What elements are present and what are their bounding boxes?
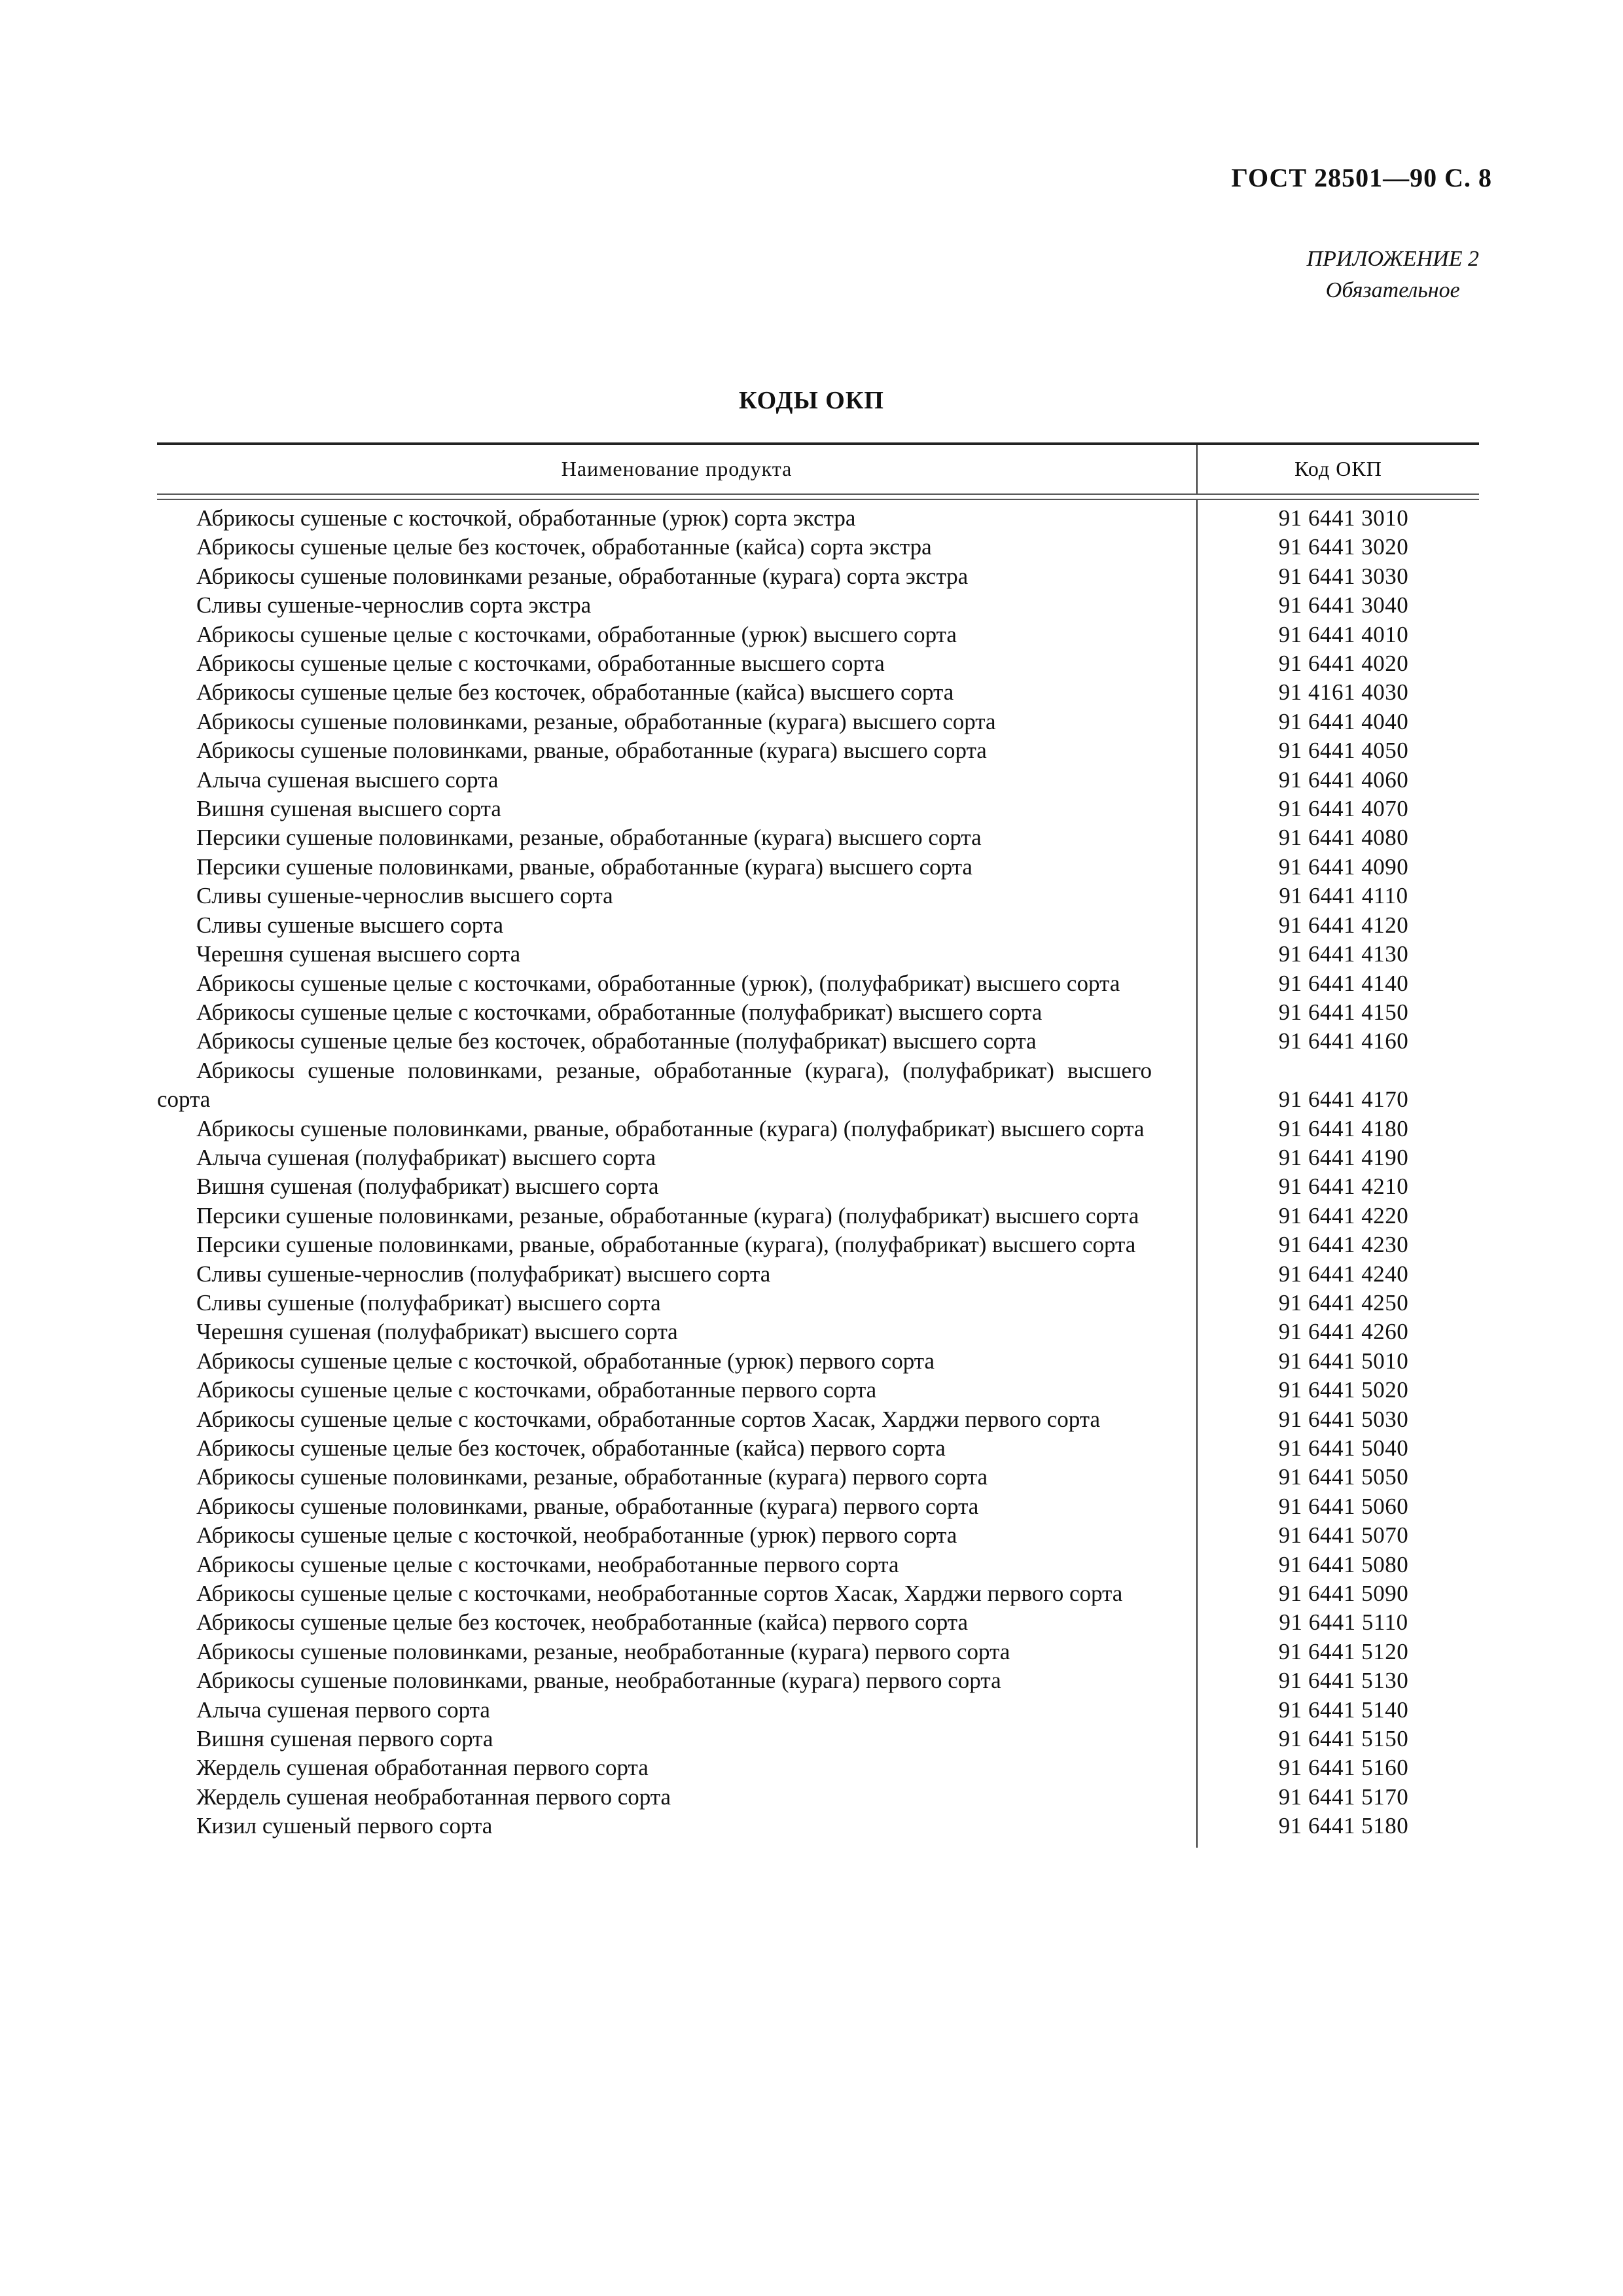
okp-code: [1152, 1492, 1479, 1521]
table-row: [157, 1172, 1479, 1201]
okp-code: [1152, 1434, 1479, 1463]
table-header-double-rule: [157, 493, 1479, 500]
product-name: Абрикосы сушеные целые с косточками, обработанные высшего сорта: [196, 651, 885, 677]
table-row: [157, 795, 1479, 823]
okp-code: [1152, 1783, 1479, 1812]
table-row: [157, 533, 1479, 562]
table-row: [157, 1579, 1479, 1608]
product-name: Абрикосы сушеные половинками, резаные, обработанные (курага), (полуфабрикат) высшего сорта: [157, 1057, 1152, 1113]
product-name: Персики сушеные половинками, резаные, обработанные (курага) (полуфабрикат) высшего сорта: [196, 1202, 1139, 1229]
product-name: Абрикосы сушеные целые с косточками, обработанные (урюк), (полуфабрикат) высшего сорта: [196, 970, 1120, 996]
product-name: Вишня сушеная (полуфабрикат) высшего сорта: [196, 1174, 659, 1200]
okp-code-value: 91 6441 5160: [1278, 1755, 1409, 1781]
table-row: [157, 1696, 1479, 1725]
okp-code: [1152, 1376, 1479, 1405]
product-name: Абрикосы сушеные целые с косточками, необработанные первого сорта: [196, 1551, 899, 1577]
okp-code: [1152, 969, 1479, 998]
okp-code: [1152, 1172, 1479, 1201]
okp-code-value: 91 6441 4060: [1278, 766, 1409, 793]
okp-code-value: 91 6441 4240: [1278, 1261, 1409, 1287]
product-name: Абрикосы сушеные с косточкой, обработанные (урюк) сорта экстра: [196, 505, 856, 531]
okp-code: [1152, 882, 1479, 910]
okp-code-value: 91 6441 4040: [1278, 708, 1409, 734]
product-name: Сливы сушеные-чернослив (полуфабрикат) высшего сорта: [196, 1261, 771, 1287]
okp-code: [1152, 736, 1479, 765]
okp-code: [1152, 766, 1479, 795]
product-name: Алыча сушеная высшего сорта: [196, 766, 499, 793]
product-name: Абрикосы сушеные половинками, рваные, обработанные (курага) (полуфабрикат) высшего сорта: [196, 1115, 1145, 1141]
table-row: [157, 1230, 1479, 1259]
okp-code-value: 91 6441 4130: [1278, 941, 1409, 967]
table-row: [157, 1725, 1479, 1753]
product-name: Абрикосы сушеные половинками резаные, обработанные (курага) сорта экстра: [196, 563, 969, 589]
table-row: [157, 1638, 1479, 1666]
okp-code: [1152, 998, 1479, 1027]
okp-code-value: 91 6441 5070: [1278, 1522, 1409, 1549]
okp-code: [1152, 1521, 1479, 1550]
okp-code: [1152, 853, 1479, 882]
table-row: [157, 1492, 1479, 1521]
okp-code-value: 91 6441 4230: [1278, 1232, 1409, 1258]
okp-code-value: 91 6441 4210: [1278, 1174, 1409, 1200]
okp-code: [1152, 911, 1479, 940]
okp-code-value: 91 6441 5130: [1278, 1668, 1409, 1694]
okp-code: [1152, 649, 1479, 678]
table-row: [157, 911, 1479, 940]
okp-code: [1152, 620, 1479, 649]
product-name: Кизил сушеный первого сорта: [196, 1813, 493, 1839]
okp-code: [1152, 1143, 1479, 1172]
table-row: [157, 1405, 1479, 1434]
okp-code-value: 91 6441 4150: [1278, 999, 1409, 1025]
product-name: Абрикосы сушеные целые с косточкой, обработанные (урюк) первого сорта: [196, 1348, 935, 1374]
okp-code-value: 91 6441 5090: [1278, 1581, 1409, 1607]
table-row: [157, 1666, 1479, 1695]
okp-code-value: 91 6441 3020: [1278, 534, 1409, 560]
table-row: [157, 1056, 1479, 1115]
okp-code-value: 91 6441 3010: [1278, 505, 1409, 531]
table-row: [157, 1753, 1479, 1782]
okp-code-value: 91 6441 4160: [1278, 1028, 1409, 1054]
product-name: Сливы сушеные высшего сорта: [196, 912, 504, 938]
table-row: [157, 1463, 1479, 1492]
okp-code-value: 91 6441 4250: [1278, 1289, 1409, 1316]
okp-code-value: 91 6441 5120: [1278, 1638, 1409, 1664]
table-row: [157, 1521, 1479, 1550]
okp-code: [1152, 823, 1479, 852]
product-name: Абрикосы сушеные целые с косточками, обработанные сортов Хасак, Харджи первого сорта: [196, 1406, 1101, 1432]
table-row: [157, 562, 1479, 591]
product-name: Жердель сушеная обработанная первого сорта: [196, 1755, 649, 1781]
okp-code-value: 91 6441 5110: [1279, 1609, 1408, 1636]
table-row: [157, 940, 1479, 969]
product-name: Абрикосы сушеные половинками, резаные, обработанные (курага) высшего сорта: [196, 708, 996, 734]
appendix-block: [1307, 243, 1479, 306]
table-row: [157, 649, 1479, 678]
okp-code-value: 91 6441 5050: [1278, 1464, 1409, 1490]
okp-code-value: 91 6441 5060: [1278, 1493, 1409, 1519]
okp-code: [1152, 1202, 1479, 1230]
okp-code-value: 91 6441 5080: [1278, 1551, 1409, 1577]
table-row: [157, 1289, 1479, 1318]
okp-code: [1152, 1289, 1479, 1318]
okp-code-value: 91 6441 5150: [1278, 1726, 1409, 1752]
product-name: Абрикосы сушеные половинками, рваные, обработанные (курага) первого сорта: [196, 1493, 979, 1519]
okp-code-value: 91 6441 4260: [1278, 1319, 1409, 1345]
okp-code-value: 91 6441 4070: [1278, 796, 1409, 822]
okp-code-value: 91 6441 4190: [1278, 1144, 1409, 1170]
okp-code: [1152, 795, 1479, 823]
product-name: Абрикосы сушеные половинками, рваные, обработанные (курага) высшего сорта: [196, 738, 987, 764]
okp-code-value: 91 6441 3030: [1278, 563, 1409, 589]
table-row: [157, 736, 1479, 765]
table-row: [157, 1115, 1479, 1143]
product-name: Абрикосы сушеные целые с косточкой, необработанные (урюк) первого сорта: [196, 1522, 957, 1549]
table-body: [157, 500, 1479, 1841]
okp-code-value: 91 4161 4030: [1278, 679, 1409, 706]
column-header-code: Код ОКП: [1294, 457, 1382, 480]
product-name: Абрикосы сушеные целые без косточек, обработанные (полуфабрикат) высшего сорта: [196, 1028, 1037, 1054]
product-name: Сливы сушеные (полуфабрикат) высшего сорта: [196, 1289, 661, 1316]
okp-code-value: 91 6441 5030: [1278, 1406, 1409, 1432]
table-row: [157, 1318, 1479, 1346]
product-name: Абрикосы сушеные целые с косточками, обработанные (урюк) высшего сорта: [196, 621, 957, 647]
okp-code-value: 91 6441 5010: [1278, 1348, 1409, 1374]
okp-code: [1152, 591, 1479, 620]
okp-code: [1152, 1812, 1479, 1840]
table-row: [157, 1608, 1479, 1637]
product-name: Абрикосы сушеные целые с косточками, обработанные (полуфабрикат) высшего сорта: [196, 999, 1043, 1025]
product-name: Сливы сушеные-чернослив высшего сорта: [196, 883, 613, 909]
okp-code-value: 91 6441 4080: [1278, 825, 1409, 851]
okp-code-value: 91 6441 4180: [1278, 1115, 1409, 1141]
table-title: КОДЫ ОКП: [739, 387, 884, 414]
product-name: Абрикосы сушеные целые без косточек, необработанные (кайса) первого сорта: [196, 1609, 969, 1636]
okp-code: [1152, 1551, 1479, 1579]
appendix-note: Обязательное: [1325, 278, 1460, 302]
okp-code: [1152, 1115, 1479, 1143]
okp-code-value: 91 6441 4050: [1278, 738, 1409, 764]
table-row: [157, 678, 1479, 707]
product-name: Алыча сушеная первого сорта: [196, 1696, 490, 1723]
okp-code: [1152, 708, 1479, 736]
okp-code: [1152, 504, 1479, 533]
product-name: Персики сушеные половинками, резаные, обработанные (курага) высшего сорта: [196, 825, 982, 851]
product-name: Абрикосы сушеные половинками, резаные, обработанные (курага) первого сорта: [196, 1464, 988, 1490]
okp-code: [1152, 1230, 1479, 1259]
okp-code-value: 91 6441 4170: [1278, 1086, 1409, 1113]
okp-code-value: 91 6441 5020: [1278, 1377, 1409, 1403]
okp-code: [1152, 1405, 1479, 1434]
okp-code: [1152, 1463, 1479, 1492]
okp-code: [1152, 1579, 1479, 1608]
table-row: [157, 1783, 1479, 1812]
okp-code: [1152, 1027, 1479, 1056]
okp-code: [1152, 1260, 1479, 1289]
product-name: Абрикосы сушеные целые без косточек, обработанные (кайса) сорта экстра: [196, 534, 932, 560]
table-row: [157, 708, 1479, 736]
table-row: [157, 591, 1479, 620]
table-row: [157, 1143, 1479, 1172]
okp-code: [1152, 562, 1479, 591]
product-name: Жердель сушеная необработанная первого сорта: [196, 1784, 671, 1810]
okp-code-value: 91 6441 5170: [1278, 1784, 1409, 1810]
okp-code: [1152, 1347, 1479, 1376]
table-row: [157, 766, 1479, 795]
table-row: [157, 1202, 1479, 1230]
table-row: [157, 1812, 1479, 1840]
product-name: Черешня сушеная высшего сорта: [196, 941, 521, 967]
okp-code: [1152, 1318, 1479, 1346]
table-header-row: [157, 445, 1479, 493]
product-name: Черешня сушеная (полуфабрикат) высшего сорта: [196, 1319, 678, 1345]
okp-code: [1152, 1638, 1479, 1666]
table-row: [157, 853, 1479, 882]
table-row: [157, 1027, 1479, 1056]
okp-code: [1152, 1725, 1479, 1753]
okp-code: [1152, 533, 1479, 562]
product-name: Абрикосы сушеные целые с косточками, необработанные сортов Хасак, Харджи первого сорта: [196, 1581, 1123, 1607]
okp-code-value: 91 6441 4110: [1279, 883, 1408, 909]
product-name: Абрикосы сушеные целые без косточек, обработанные (кайса) высшего сорта: [196, 679, 954, 706]
product-name: Персики сушеные половинками, рваные, обработанные (курага), (полуфабрикат) высшего сорта: [196, 1232, 1136, 1258]
product-name: Сливы сушеные-чернослив сорта экстра: [196, 592, 592, 619]
okp-code-value: 91 6441 5040: [1278, 1435, 1409, 1461]
okp-code-value: 91 6441 4220: [1278, 1202, 1409, 1229]
table-row: [157, 1551, 1479, 1579]
product-name: Абрикосы сушеные половинками, резаные, необработанные (курага) первого сорта: [196, 1638, 1010, 1664]
document-header: ГОСТ 28501—90 С. 8: [1231, 163, 1492, 192]
product-name: Абрикосы сушеные половинками, рваные, необработанные (курага) первого сорта: [196, 1668, 1001, 1694]
column-header-name: Наименование продукта: [157, 445, 1198, 493]
okp-code-value: 91 6441 4010: [1278, 621, 1409, 647]
product-name: Абрикосы сушеные целые с косточками, обработанные первого сорта: [196, 1377, 877, 1403]
okp-code: [1152, 1753, 1479, 1782]
okp-code: [1152, 1056, 1479, 1115]
okp-code-value: 91 6441 4090: [1278, 853, 1409, 880]
appendix-title: ПРИЛОЖЕНИЕ 2: [1306, 247, 1479, 271]
table-row: [157, 1347, 1479, 1376]
okp-code-value: 91 6441 5180: [1278, 1813, 1409, 1839]
okp-code: [1152, 1696, 1479, 1725]
product-name: Абрикосы сушеные целые без косточек, обработанные (кайса) первого сорта: [196, 1435, 946, 1461]
table-row: [157, 998, 1479, 1027]
table-row: [157, 823, 1479, 852]
table-row: [157, 504, 1479, 533]
okp-code-value: 91 6441 4020: [1278, 651, 1409, 677]
table-row: [157, 969, 1479, 998]
table-row: [157, 1260, 1479, 1289]
product-name: Алыча сушеная (полуфабрикат) высшего сорта: [196, 1144, 656, 1170]
table-row: [157, 882, 1479, 910]
okp-code-value: 91 6441 3040: [1278, 592, 1409, 619]
okp-code: [1152, 940, 1479, 969]
okp-code-value: 91 6441 5140: [1278, 1696, 1409, 1723]
okp-code: [1152, 678, 1479, 707]
okp-code-value: 91 6441 4140: [1278, 970, 1409, 996]
product-name: Персики сушеные половинками, рваные, обработанные (курага) высшего сорта: [196, 853, 972, 880]
product-name: Вишня сушеная первого сорта: [196, 1726, 493, 1752]
table-row: [157, 1376, 1479, 1405]
okp-codes-table: [157, 442, 1479, 1841]
table-row: [157, 1434, 1479, 1463]
product-name: Вишня сушеная высшего сорта: [196, 796, 501, 822]
okp-code-value: 91 6441 4120: [1278, 912, 1409, 938]
okp-code: [1152, 1666, 1479, 1695]
table-row: [157, 620, 1479, 649]
okp-code: [1152, 1608, 1479, 1637]
